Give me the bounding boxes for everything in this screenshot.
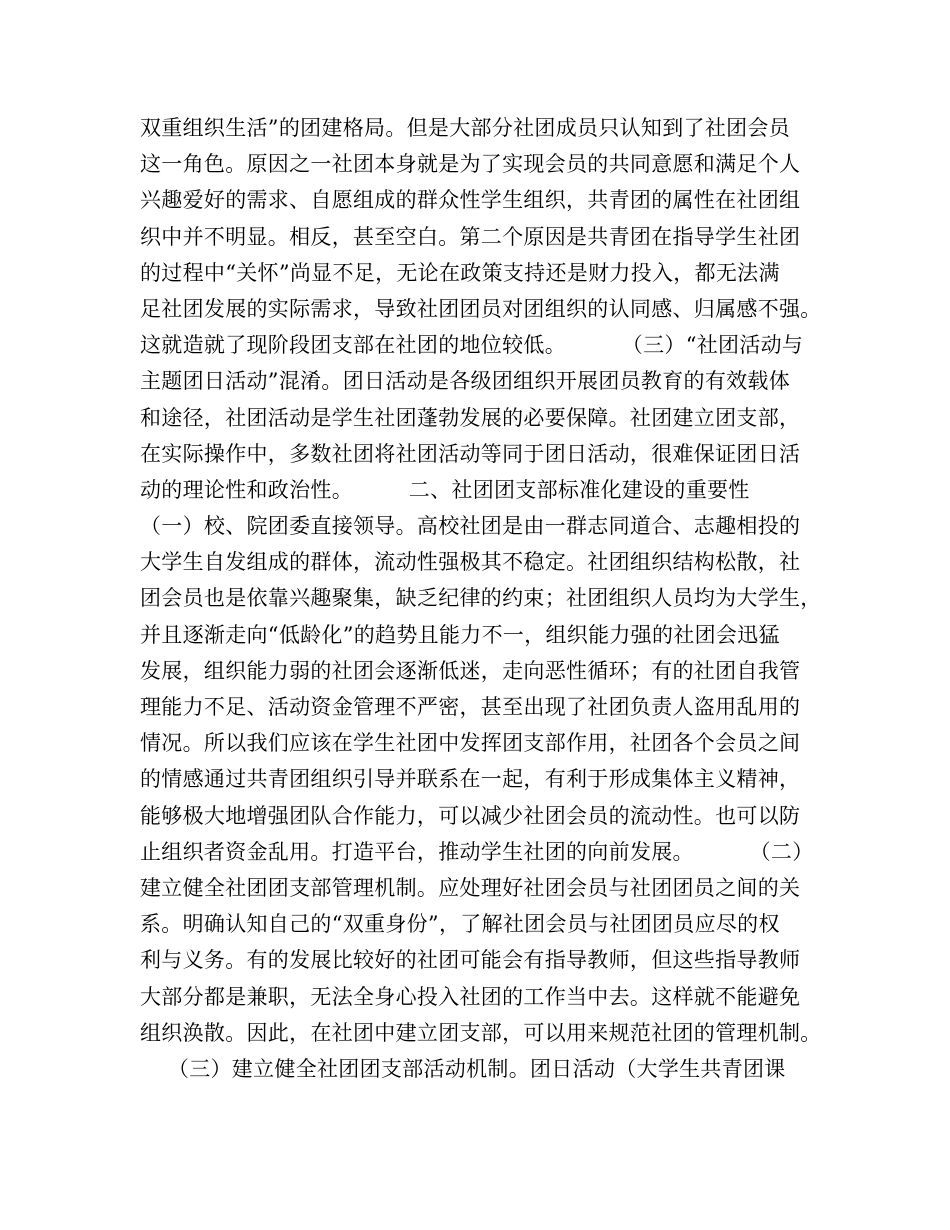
text-line: 大部分都是兼职，无法全身心投入社团的工作当中去。这样就不能避免 <box>140 984 801 1009</box>
text-line: 大学生自发组成的群体，流动性强极其不稳定。社团组织结构松散，社 <box>140 550 801 575</box>
text-line: 利与义务。有的发展比较好的社团可能会有指导教师，但这些指导教师 <box>140 948 801 973</box>
text-line: 系。明确认知自己的“双重身份”，了解社团会员与社团团员应尽的权 <box>140 912 780 937</box>
text-line: 和途径，社团活动是学生社团蓬勃发展的必要保障。社团建立团支部， <box>140 405 801 430</box>
text-line: 并且逐渐走向“低龄化”的趋势且能力不一，组织能力强的社团会迅猛 <box>140 622 780 647</box>
text-line: 建立健全社团团支部管理机制。应处理好社团会员与社团团员之间的关 <box>140 875 801 900</box>
text-line: 止组织者资金乱用。打造平台，推动学生社团的向前发展。 （二） <box>140 839 814 864</box>
text-line: 织中并不明显。相反，甚至空白。第二个原因是共青团在指导学生社团 <box>140 224 801 249</box>
text-line: 理能力不足、活动资金管理不严密，甚至出现了社团负责人盗用乱用的 <box>140 695 801 719</box>
text-line: 情况。所以我们应该在学生社团中发挥团支部作用，社团各个会员之间 <box>140 731 801 756</box>
text-line: 发展，组织能力弱的社团会逐渐低迷，走向恶性循环；有的社团自我管 <box>140 658 801 683</box>
text-line: 动的理论性和政治性。 二、社团团支部标准化建设的重要性 <box>140 477 750 502</box>
text-line: 这一角色。原因之一社团本身就是为了实现会员的共同意愿和满足个人 <box>140 152 801 177</box>
text-line: 在实际操作中，多数社团将社团活动等同于团日活动，很难保证团日活 <box>140 441 801 466</box>
text-line: 的情感通过共青团组织引导并联系在一起，有利于形成集体主义精神， <box>140 767 801 792</box>
text-line: 组织涣散。因此，在社团中建立团支部，可以用来规范社团的管理机制。 <box>140 1020 822 1045</box>
text-line: 主题团日活动”混淆。团日活动是各级团组织开展团员教育的有效载体 <box>140 369 791 394</box>
text-line: 的过程中“关怀”尚显不足，无论在政策支持还是财力投入，都无法满 <box>140 260 780 285</box>
text-line: 足社团发展的实际需求，导致社团团员对团组织的认同感、归属感不强。 <box>140 296 822 321</box>
text-line: 团会员也是依靠兴趣聚集，缺乏纪律的约束；社团组织人员均为大学生， <box>140 586 822 611</box>
text-line: （一）校、院团委直接领导。高校社团是由一群志同道合、志趣相投的 <box>140 514 801 539</box>
text-line: 能够极大地增强团队合作能力，可以减少社团会员的流动性。也可以防 <box>140 803 801 828</box>
text-line: 这就造就了现阶段团支部在社团的地位较低。 （三）“社团活动与 <box>140 333 804 358</box>
body-text <box>140 110 840 1087</box>
text-line: 双重组织生活”的团建格局。但是大部分社团成员只认知到了社团会员 <box>140 116 791 140</box>
text-line: （三）建立健全社团团支部活动机制。团日活动（大学生共青团课 <box>140 1056 786 1081</box>
text-line: 兴趣爱好的需求、自愿组成的群众性学生组织，共青团的属性在社团组 <box>140 188 801 213</box>
